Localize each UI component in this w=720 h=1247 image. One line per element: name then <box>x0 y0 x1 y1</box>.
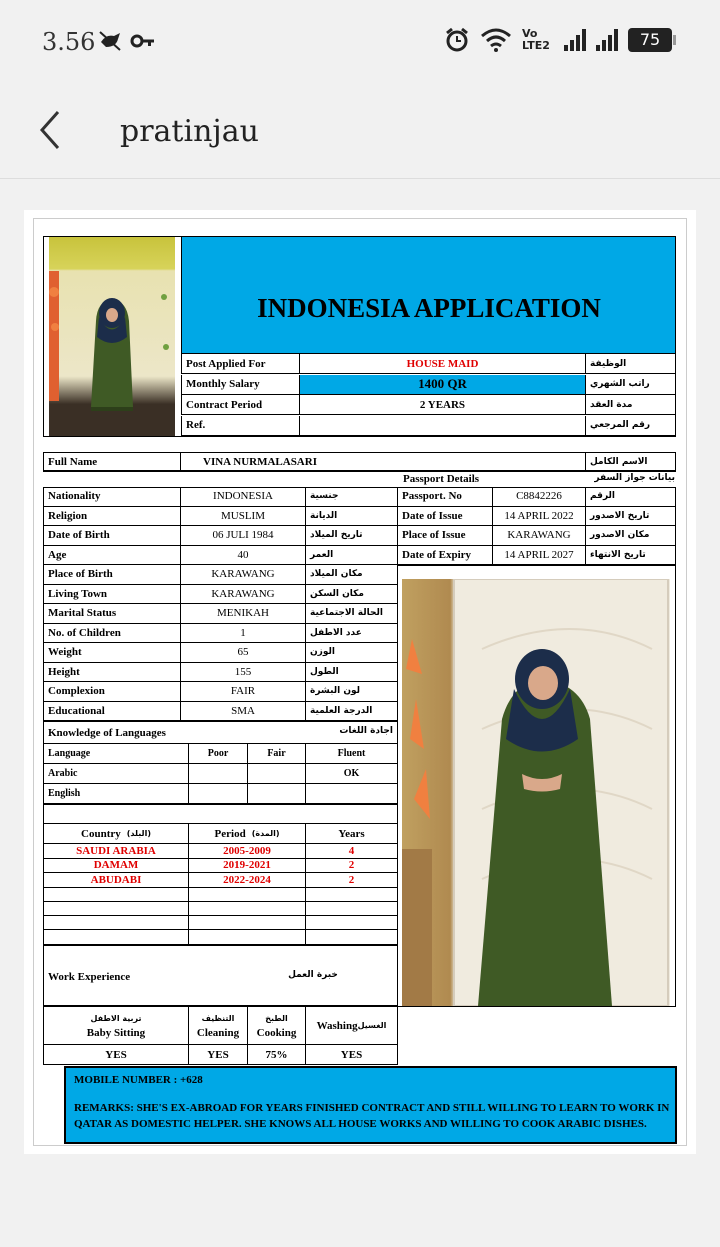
passport-value: KARAWANG <box>493 526 586 546</box>
header-arabic: راتب الشهري <box>586 375 675 395</box>
experience-column-header <box>44 824 189 844</box>
languages-heading: Knowledge of Languages <box>44 723 398 744</box>
language-column-header: Poor <box>189 744 248 764</box>
personal-arabic: الوزن <box>306 643 398 663</box>
personal-value: INDONESIA <box>181 487 306 507</box>
document-preview[interactable] <box>24 210 696 1154</box>
passport-arabic: الرقم <box>586 487 675 507</box>
passport-label: Place of Issue <box>398 526 493 546</box>
personal-label: Height <box>44 663 181 683</box>
personal-arabic: الحالة الاجتماعية <box>306 604 398 624</box>
personal-label: Educational <box>44 702 181 722</box>
personal-label: Nationality <box>44 487 181 507</box>
personal-arabic: تاريخ الميلاد <box>306 526 398 546</box>
work-experience-label: Work Experience <box>44 948 398 1006</box>
language-fair <box>248 764 306 784</box>
languages-heading-arabic: اجادة اللغات <box>339 726 393 736</box>
skill-label-arabic: تربية الاطفل <box>90 1013 142 1023</box>
language-name: English <box>44 784 189 804</box>
page-title: pratinjau <box>120 114 259 149</box>
personal-arabic: الطول <box>306 663 398 683</box>
experience-empty-cell <box>44 930 189 944</box>
header-arabic: الوظيفة <box>586 354 675 374</box>
language-poor <box>189 764 248 784</box>
status-bar <box>0 0 720 82</box>
header-value: 2 YEARS <box>300 395 586 415</box>
alarm-icon <box>444 27 470 53</box>
passport-value: 14 APRIL 2022 <box>493 507 586 527</box>
mute-bird-icon <box>98 30 124 52</box>
language-fluent <box>306 784 398 804</box>
personal-value: KARAWANG <box>181 585 306 605</box>
personal-label: Complexion <box>44 682 181 702</box>
experience-empty-cell <box>44 888 189 902</box>
personal-value: MENIKAH <box>181 604 306 624</box>
personal-arabic: جنسية <box>306 487 398 507</box>
experience-country: ABUDABI <box>44 873 189 888</box>
work-experience-box <box>43 945 398 1007</box>
experience-empty-cell <box>306 888 398 902</box>
personal-value: 40 <box>181 546 306 566</box>
experience-period: 2005-2009 <box>189 844 306 859</box>
passport-label: Passport. No <box>398 487 493 507</box>
passport-arabic: مكان الاصدور <box>586 526 675 546</box>
header-label: Monthly Salary <box>181 375 300 395</box>
skill-header <box>44 1007 189 1045</box>
skill-label-arabic: الطبخ <box>265 1013 288 1023</box>
experience-years: 2 <box>306 859 398 874</box>
signal-icon <box>564 29 586 51</box>
personal-arabic: لون البشرة <box>306 682 398 702</box>
header-arabic: رقم المرجعي <box>586 416 675 436</box>
chevron-left-icon <box>38 110 62 150</box>
experience-period: 2019-2021 <box>189 859 306 874</box>
volte-label: Vo LTE2 <box>522 27 550 52</box>
header-value: 1400 QR <box>300 375 586 395</box>
experience-header-arabic: (البلد) <box>126 829 151 838</box>
header-value <box>300 416 586 436</box>
personal-label: Place of Birth <box>44 565 181 585</box>
experience-empty-cell <box>306 930 398 944</box>
experience-country: SAUDI ARABIA <box>44 844 189 859</box>
clock: 3.56 <box>42 28 96 56</box>
experience-header-text: Period <box>214 827 246 840</box>
key-icon <box>130 30 156 52</box>
skill-header <box>189 1007 248 1045</box>
skill-label: Cooking <box>256 1026 297 1039</box>
skill-value: YES <box>44 1045 189 1065</box>
document-title: INDONESIA APPLICATION <box>257 293 601 323</box>
skill-label: Baby Sitting <box>86 1026 146 1039</box>
remarks-box <box>64 1066 677 1144</box>
experience-header-text: Country <box>81 827 121 840</box>
language-column-header: Language <box>44 744 189 764</box>
personal-label: No. of Children <box>44 624 181 644</box>
experience-empty-cell <box>306 902 398 916</box>
header-label: Post Applied For <box>181 354 300 374</box>
skill-label: Washing <box>316 1019 358 1032</box>
language-fair <box>248 784 306 804</box>
experience-empty-cell <box>189 902 306 916</box>
skill-label-arabic: التنظيف <box>201 1013 235 1023</box>
personal-label: Religion <box>44 507 181 527</box>
experience-empty-cell <box>189 888 306 902</box>
full-name-value: VINA NURMALASARI <box>181 453 586 471</box>
language-poor <box>189 784 248 804</box>
experience-empty-cell <box>189 930 306 944</box>
remarks-text: REMARKS: SHE'S EX-ABROAD FOR YEARS FINISHED CONTRACT AND STILL WILLING TO LEARN TO WORK IN QATAR AS DOMESTIC HELPER. SHE KNOWS ALL HOUSE WORKS AND WILLING TO COOK ARABIC DISHES. <box>74 1102 670 1130</box>
passport-value: 14 APRIL 2027 <box>493 546 586 566</box>
personal-arabic: العمر <box>306 546 398 566</box>
skill-header <box>248 1007 306 1045</box>
wifi-icon <box>480 28 512 52</box>
personal-value: 155 <box>181 663 306 683</box>
personal-label: Age <box>44 546 181 566</box>
title-banner <box>181 237 675 354</box>
passport-heading: Passport Details <box>403 473 480 485</box>
personal-value: 65 <box>181 643 306 663</box>
skill-header <box>306 1007 398 1045</box>
skill-label: Cleaning <box>196 1026 240 1039</box>
experience-empty-cell <box>44 916 189 930</box>
personal-value: KARAWANG <box>181 565 306 585</box>
personal-value: 1 <box>181 624 306 644</box>
passport-arabic: تاريخ الانتهاء <box>586 546 675 566</box>
personal-label: Weight <box>44 643 181 663</box>
passport-heading-arabic: بيانات جواز السفر <box>594 473 675 483</box>
full-name-label: Full Name <box>44 453 181 471</box>
experience-period: 2022-2024 <box>189 873 306 888</box>
personal-label: Date of Birth <box>44 526 181 546</box>
skill-value: YES <box>189 1045 248 1065</box>
experience-years: 2 <box>306 873 398 888</box>
experience-empty-cell <box>189 916 306 930</box>
work-experience-arabic: خبرة العمل <box>288 970 338 980</box>
skill-value: 75% <box>248 1045 306 1065</box>
back-button[interactable] <box>38 110 68 150</box>
experience-years: 4 <box>306 844 398 859</box>
header-value: HOUSE MAID <box>300 354 586 374</box>
personal-value: SMA <box>181 702 306 722</box>
personal-label: Marital Status <box>44 604 181 624</box>
personal-value: FAIR <box>181 682 306 702</box>
mobile-number: MOBILE NUMBER : +628 <box>74 1074 203 1086</box>
passport-label: Date of Expiry <box>398 546 493 566</box>
experience-column-header <box>189 824 306 844</box>
portrait-photo <box>49 237 175 436</box>
experience-header-text: Years <box>338 827 365 840</box>
skill-label-arabic: الغسيل <box>357 1020 387 1030</box>
full-body-photo <box>402 579 670 1006</box>
personal-arabic: مكان الميلاد <box>306 565 398 585</box>
header-label: Contract Period <box>181 395 300 415</box>
app-bar <box>0 82 720 179</box>
personal-arabic: الديانة <box>306 507 398 527</box>
passport-label: Date of Issue <box>398 507 493 527</box>
personal-arabic: عدد الاطفل <box>306 624 398 644</box>
experience-empty-cell <box>306 916 398 930</box>
experience-empty-cell <box>44 902 189 916</box>
personal-arabic: الدرجة العلمية <box>306 702 398 722</box>
language-column-header: Fluent <box>306 744 398 764</box>
system-icons <box>444 27 672 53</box>
battery-icon: 75 <box>628 28 672 52</box>
language-fluent: OK <box>306 764 398 784</box>
language-column-header: Fair <box>248 744 306 764</box>
language-name: Arabic <box>44 764 189 784</box>
full-name-arabic: الاسم الكامل <box>586 453 675 471</box>
experience-header-arabic: (المدة) <box>251 829 280 838</box>
experience-country: DAMAM <box>44 859 189 874</box>
header-label: Ref. <box>181 416 300 436</box>
personal-arabic: مكان السكن <box>306 585 398 605</box>
personal-value: MUSLIM <box>181 507 306 527</box>
signal-icon-2 <box>596 29 618 51</box>
header-arabic: مدة العقد <box>586 395 675 415</box>
notification-icons <box>98 30 156 57</box>
personal-value: 06 JULI 1984 <box>181 526 306 546</box>
experience-column-header <box>306 824 398 844</box>
passport-value: C8842226 <box>493 487 586 507</box>
skill-value: YES <box>306 1045 398 1065</box>
passport-arabic: تاريخ الاصدور <box>586 507 675 527</box>
personal-label: Living Town <box>44 585 181 605</box>
